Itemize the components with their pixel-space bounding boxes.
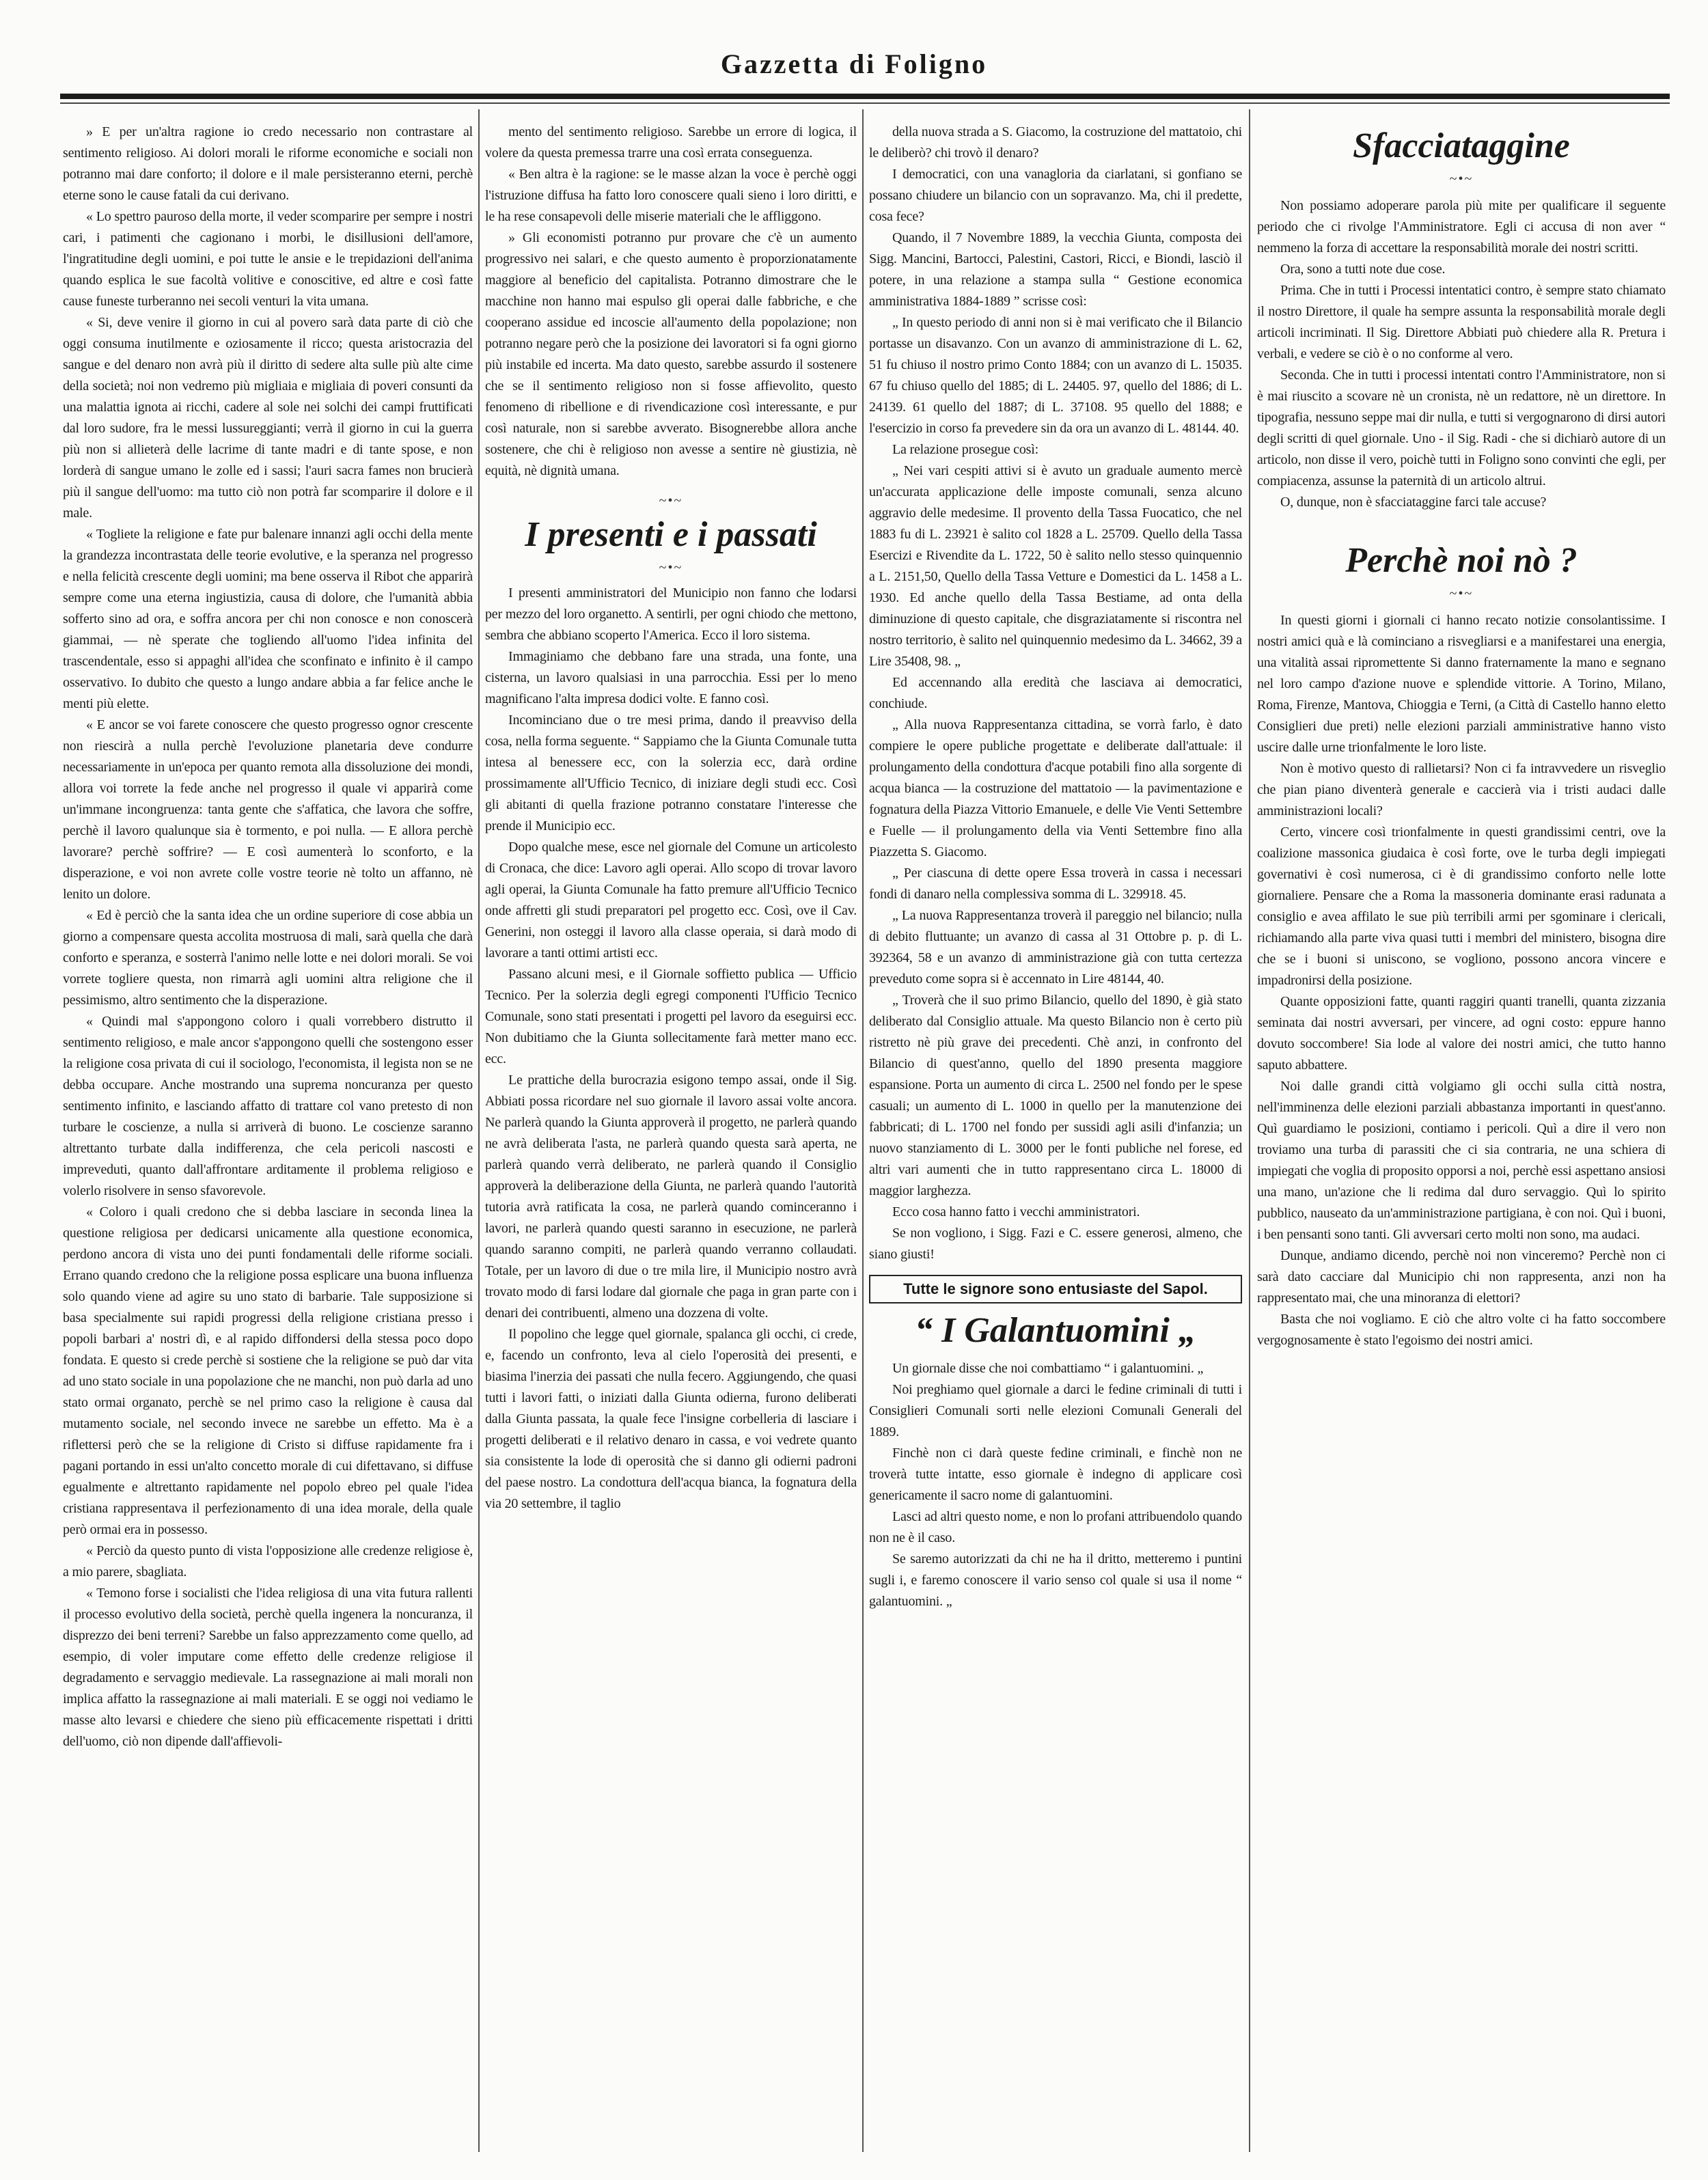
paragraph: Ed accennando alla eredità che lasciava ai democratici, conchiude. <box>869 675 1242 711</box>
paragraph: « Si, deve venire il giorno in cui al povero sarà data parte di ciò che oggi consuma inutilmente e oziosamente il ricco; questa aristocrazia del sangue e del denaro non avrà più il diritto di sedere alta sulle più alte cime della società; noi non vedremo più migliaia e migliaia di poveri consunti da una malattia ignota ai ricchi, cadere al sole nei solchi dei campi fruttificati dal loro sudore, fra le messi lussureggianti; verrà il giorno in cui la guerra più non si allieterà delle lacrime di tante madri e di tante spose, e non lorderà di sangue umano le zolle ed i sassi; l'auri sacra fames non brucierà più il sangue dell'uomo: ma tutto ciò non potrà far scomparire il dolore e il male. <box>63 315 473 521</box>
paragraph: Certo, vincere così trionfalmente in questi grandissimi centri, ove la coalizione massonica giudaica è così forte, ove le turba degli impiegati governativi è così numerosa, ci è di grandissimo conforto nelle lotte giornaliere. Pensare che a Roma la massoneria dominante erasi radunata a consiglio e avea affilato le sue più terribili armi per sgominare i clericali, richiamando alla parte viva quasi tutti i membri del ministero, bisogna dire che se i buoni si uniscono, se vogliono, possono ancora vincere e impadronirsi della posizione. <box>1257 825 1666 988</box>
paragraph: Un giornale disse che noi combattiamo “ i galantuomini. „ <box>892 1361 1204 1376</box>
paragraph: Il popolino che legge quel giornale, spalanca gli occhi, ci crede, e, facendo un confronto, leva al cielo l'operosità dei presenti, e biasima l'inerzia dei passati che nulla fecero. Aggiungendo, che quasi tutti i lavori fatti, o iniziati dalla Giunta odierna, furono deliberati dalla Giunta passata, la quale fece l'insigne corbelleria di lasciare i progetti deliberati e il relativo denaro in cassa, e voi vedrete quanto sia consistente la lode di operosità che si danno gli odierni padroni del paese nostro. La condottura dell'acqua bianca, la fognatura della via 20 settembre, il taglio <box>485 1327 857 1511</box>
paragraph: della nuova strada a S. Giacomo, la costruzione del mattatoio, chi le deliberò? chi trovò il denaro? <box>869 124 1242 161</box>
column-2 <box>485 122 857 1515</box>
advertisement: Tutte le signore sono entusiaste del Sapol. <box>869 1275 1242 1303</box>
masthead: Gazzetta di Foligno <box>720 49 988 79</box>
paragraph: „ Nei vari cespiti attivi si è avuto un graduale aumento mercè un'accurata applicazione delle imposte comunali, senza alcuno aggravio delle medesime. Il provento della Tassa Fuocatico, che nel 1883 fu di L. 23921 è salito col 1828 a L. 25709. Quello della Tassa Esercizi e Rivendite da L. 1722, 50 è salito nello stesso quinquennio a L. 2151,50, Quello della Tassa Vetture e Domestici da L. 1458 a L. 1930. Ed anche quello della Tassa Bestiame, ad onta della diminuzione di questo capitale, che disgraziatamente si riscontra nel nostro territorio, è salito nel quinquennio medesimo da L. 34662, 39 a Lire 35408, 98. „ <box>869 463 1242 669</box>
paragraph: Non possiamo adoperare parola più mite per qualificare il seguente periodo che ci rivolge l'Amministratore. Egli ci accusa di non aver “ nemmeno la forza di accettare la responsabilità morale dei nostri scritti. <box>1257 198 1666 256</box>
paragraph: « Coloro i quali credono che si debba lasciare in seconda linea la questione religiosa per dedicarsi unicamente alla questione economica, perdono ancora di vista uno dei punti fondamentali delle riforme sociali. Errano quando credono che la religione possa esplicare una buona influenza solo quando viene ad agire su uno stato di barbarie. Tale supposizione si basa specialmente sui rapidi progressi della religione cristiana presso i popoli barbari a' nostri dì, e al rapido diffondersi della stessa poco dopo fondata. E questo si crede perchè si sostiene che la religione se può dar vita ad uno stato sociale in una popolazione che ne manchi, non può darla ad uno stato ormai organato, perchè se nel primo caso la religione è causa dal mutamento sociale, nel secondo invece ne sarebbe un effetto. Ma è a riflettersi però che se la religione di Cristo si diffuse rapidamente fra i pagani portando in essi un'alto concetto morale di cui difettavano, si diffuse egualmente e altrettanto rapidamente nel popolo ebreo pel quale l'idea cristiana rappresentava il perfezionamento di una idea morale, della quale però ormai era in possesso. <box>63 1204 473 1537</box>
paragraph: Quando, il 7 Novembre 1889, la vecchia Giunta, composta dei Sigg. Mancini, Bartocci, Palestini, Castori, Ricci, e Biondi, lasciò il potere, in una relazione a stampa sulla “ Gestione economica amministrativa 1884-1889 ” scrisse così: <box>869 230 1242 309</box>
paragraph: In questi giorni i giornali ci hanno recato notizie consolantissime. I nostri amici quà e là cominciano a risvegliarsi e a manifestarei una energia, una vitalità assai ripromettente Si danno fraternamente la mano e segnano nel loro campo d'azione nuove e splendide vittorie. A Torino, Milano, Roma, Firenze, Mantova, Chioggia e Terni, (a Città di Castello hanno eletto Consiglieri due preti) nelle elezioni parziali amministrative hanno visto uscire dalle urne trionfalmente le loro liste. <box>1257 613 1666 755</box>
paragraph: « Temono forse i socialisti che l'idea religiosa di una vita futura rallenti il processo evolutivo della società, perchè quella ingenera la noncuranza, il disprezzo dei beni terreni? Sarebbe un falso apprezzamento come quello, ad esempio, di voler imputare come effetto delle credenze religiose il degradamento e servaggio medievale. La rassegnazione ai mali morali non implica affatto la rassegnazione ai mali materiali. E se oggi noi vediamo le masse alto levarsi e chiedere che sieno più efficacemente rispettati i dritti dell'uomo, ciò non dipende dall'affievoli- <box>63 1586 473 1749</box>
paragraph: Lasci ad altri questo nome, e non lo profani attribuendolo quando non ne è il caso. <box>869 1509 1242 1545</box>
article-body <box>1257 195 1666 513</box>
essay-end <box>485 122 857 482</box>
paragraph: Dopo qualche mese, esce nel giornale del Comune un articolesto di Cronaca, che dice: Lavoro agli operai. Allo scopo di trovar lavoro agli operai, la Giunta Comunale ha fatto premure all'Ufficio Tecnico onde affretti gli studi preparatori pel progetto ecc. Così, ove il Cav. Generini, non osteggi il lavoro alla classe operaia, si darà modo di lavorare a tanti ottimi artisti ecc. <box>485 840 857 961</box>
paragraph: Se non vogliono, i Sigg. Fazi e C. essere generosi, almeno, che siano giusti! <box>869 1226 1242 1262</box>
column-1 <box>63 122 473 1752</box>
paragraph: « Lo spettro pauroso della morte, il veder scomparire per sempre i nostri cari, i patimenti che cagionano i morbi, le disillusioni dell'amore, l'ingratitudine degli uomini, e poi tutte le ansie e le trepidazioni dell'anima quando esplica le sue facoltà volitive e conoscitive, ed altre e così fatte cause funeste turberanno nei secoli venturi la vita umana. <box>63 209 473 309</box>
column-divider <box>1249 109 1250 2152</box>
paragraph: „ La nuova Rappresentanza troverà il pareggio nel bilancio; nulla di debito fluttuante; un avanzo di cassa al 31 Ottobre p. p. di L. 392364, 58 e un avanzo di amministrazione già con tutta certezza preveduto come sopra si è accennato in Lire 48144, 40. <box>869 908 1242 986</box>
paragraph: La relazione prosegue così: <box>892 442 1038 457</box>
paragraph: « Quindi mal s'appongono coloro i quali vorrebbero distrutto il sentimento religioso, e male ancor s'appongono quelli che sostengono esser la religione cosa privata di cui il sociologo, l'economista, il legista non se ne debba occupare. Anche mostrando una suprema noncuranza per questo sentimento infinito, e lasciando affatto di trattare col vano pretesto di non turbare le coscienze, a nulla si arriverà di buono. Le coscienze saranno altrettanto turbate dalla indifferenza, che cela pericoli nascosti e impreveduti, quanto dall'affrontare arditamente il problema religioso e volerlo risolvere in senso sfavorevole. <box>63 1014 473 1198</box>
paragraph: « Perciò da questo punto di vista l'opposizione alle credenze religiose è, a mio parere, sbagliata. <box>63 1543 473 1579</box>
paragraph: Noi preghiamo quel giornale a darci le fedine criminali di tutti i Consiglieri Comunali sorti nelle elezioni Comunali Generali del 1889. <box>869 1382 1242 1439</box>
paragraph: Non è motivo questo di rallietarsi? Non ci fa intravvedere un risveglio che pian piano diventerà generale e caccierà via i tristi audaci dalle amministrazioni locali? <box>1257 761 1666 818</box>
article-body <box>1257 610 1666 1351</box>
column-3 <box>869 122 1242 1612</box>
divider-ornament: ~•~ <box>1449 586 1474 601</box>
paragraph: » E per un'altra ragione io credo necessario non contrastare al sentimento religioso. Ai dolori morali le riforme economiche e sociali non potranno mai dare conforto; il dolore e il male persisteranno eterni, perchè eterne sono le cause fatali da cui derivano. <box>63 124 473 203</box>
article-continuation <box>869 122 1242 1265</box>
article-title: I presenti e i passati <box>525 515 817 554</box>
divider-ornament: ~•~ <box>659 560 683 575</box>
paragraph: « Ben altra è la ragione: se le masse alzan la voce è perchè oggi l'istruzione diffusa ha fatto loro conoscere quali sieno i loro diritti, e le ha rese consapevoli delle miserie materiali che le affliggono. <box>485 167 857 224</box>
paragraph: Basta che noi vogliamo. E ciò che altro volte ci ha fatto soccombere vergognosamente è stato l'egoismo dei nostri amici. <box>1257 1312 1666 1348</box>
article-title: “ I Galantuomini „ <box>915 1311 1196 1350</box>
paragraph: Noi dalle grandi città volgiamo gli occhi sulla città nostra, nell'imminenza delle elezioni parziali abbastanza importanti in quest'anno. Quì guardiamo le posizioni, contiamo i pericoli. Quì a dire il vero non troviamo una turba di parassiti che ci sia contraria, ne una schiera di impiegati che voglia di proposito opporsi a noi, perchè essi aspettano ansiosi una mano, un'azione che li redima dal duro servaggio. Quì lo spirito pubblico, nauseato da un'amministrazione partigiana, è con noi. Quì i buoni, i ben pensanti sono tanti. Gli avversari certo molti non sono, ma audaci. <box>1257 1079 1666 1242</box>
paragraph: I presenti amministratori del Municipio non fanno che lodarsi per mezzo del loro organetto. A sentirli, per ogni chiodo che mettono, sembra che abbiano scoperto l'America. Ecco il loro sistema. <box>485 585 857 643</box>
divider-ornament: ~•~ <box>659 493 683 508</box>
paragraph: O, dunque, non è sfacciataggine farci tale accuse? <box>1280 495 1547 510</box>
article-title: Sfacciataggine <box>1353 126 1570 165</box>
paragraph: Immaginiamo che debbano fare una strada, una fonte, una cisterna, un lavoro qualsiasi in una parrocchia. Essi per lo meno magnificano l'alta impresa dodici volte. E fanno così. <box>485 649 857 706</box>
header-rule <box>60 94 1670 99</box>
column-4 <box>1257 122 1666 1351</box>
article-title: Perchè noi nò ? <box>1345 541 1578 580</box>
article-body <box>485 583 857 1515</box>
article-body <box>869 1358 1242 1612</box>
paragraph: » Gli economisti potranno pur provare che c'è un aumento progressivo nei salari, e che questo aumento è proporzionatamente maggiore al beneficio del capitalista. Potranno dimostrare che le macchine non hanno mai espulso gli operai dalle fabbriche, e che cooperano assidue ed incoscie all'aumento della popolazione; non potranno negare però che la posizione dei lavoratori si fa ogni giorno più instabile ed incerta. Ma dato questo, sarebbe assurdo il sostenere che se il sentimento religioso non si fosse affievolito, questo fenomeno di ribellione e di rivendicazione così interessante, e pur così naturale, non si sarebbe avverato. Bisognerebbe allora anche sostenere, che chi è religioso non avesse a sentire nè giustizia, nè equità, nè dignità umana. <box>485 230 857 478</box>
paragraph: „ In questo periodo di anni non si è mai verificato che il Bilancio portasse un disavanzo. Con un avanzo di amministrazione di L. 62, 51 fu chiuso il nostro primo Conto 1884; con un avanzo di L. 15035. 67 fu chiuso quello del 1885; di L. 24405. 97, quello del 1886; di L. 24139. 61 quello del 1887; di L. 37108. 95 quello del 1888; e l'esercizio in corso fa prevedere sin da ora un avanzo di L. 48144. 40. <box>869 315 1242 436</box>
paragraph: « Togliete la religione e fate pur balenare innanzi agli occhi della mente la grandezza incontrastata delle teorie evolutive, e la speranza nel progresso e nella felicità crescente degli uomini; ma bene osserva il Ribot che apparirà sempre come una eterna ingiustizia, causa di dolore, che l'umanità abbia sofferto sino ad ora, e soffra ancora per chi non conosce e non conoscerà giammai, — nè sperate che togliendo all'uomo l'idea infinita del trascendentale, esso si appaghi all'idea che sconfinato e infinito è il campo osservativo. Io dubito che questo a lungo andare abbia a far felice anche le menti più elette. <box>63 527 473 711</box>
paragraph: « Ed è perciò che la santa idea che un ordine superiore di cose abbia un giorno a compensare questa accolita mostruosa di mali, sarà quella che darà conforto e speranza, e sosterrà l'animo nelle lotte e nei dolori morali. Se voi vorrete togliere questa, non rimarrà agli uomini altra religione che il pessimismo, altro sentimento che la disperazione. <box>63 908 473 1008</box>
paragraph: Seconda. Che in tutti i processi intentati contro l'Amministratore, non si è mai riuscito a scovare nè un cronista, nè un redattore, nè un direttore. In tipografia, nessuno seppe mai dir nulla, e tutti si vergognarono di dirsi autori degli scritti di quel giornale. Uno - il Sig. Radi - che si dichiarò autore di un articolo, non disse il vero, poichè tutti in Foligno sono convinti che egli, per compiacenza, assunse la paternità di un articolo altrui. <box>1257 368 1666 488</box>
column-divider <box>862 109 864 2152</box>
divider-ornament: ~•~ <box>1449 171 1474 187</box>
paragraph: Ecco cosa hanno fatto i vecchi amministratori. <box>892 1204 1140 1219</box>
paragraph: Ora, sono a tutti note due cose. <box>1280 262 1446 277</box>
paragraph: I democratici, con una vanagloria da ciarlatani, si gonfiano se possano chiudere un bilancio con un sopravanzo. Ma, chi il predette, cosa fece? <box>869 167 1242 224</box>
paragraph: Se saremo autorizzati da chi ne ha il dritto, metteremo i puntini sugli i, e faremo conoscere il vario senso col quale si usa il nome “ galantuomini. „ <box>869 1551 1242 1609</box>
paragraph: Quante opposizioni fatte, quanti raggiri quanti tranelli, quanta zizzania seminata dai nostri avversari, per vincere, ad ogni costo: eppure hanno dovuto soccombere! Sia lode al valore dei nostri amici, che tutto hanno saputo abbattere. <box>1257 994 1666 1073</box>
essay-continuation <box>63 122 473 1752</box>
paragraph: « E ancor se voi farete conoscere che questo progresso ognor crescente non riescirà a nulla perchè l'evoluzione planetaria deve condurre necessariamente in un'epoca per quanto remota alla dissoluzione dei mondi, allora voi torrete la fede anche nel progresso il quale vi apparirà come un'immane incongruenza: tanta gente che s'affatica, che lavora che soffre, perchè il lavoro qualunque sia è tormento, e poi nulla. — E allora perchè lavorare? perchè soffrire? — E così aumenterà lo sconforto, e la disperazione, e voi non avrete colle vostre teorie nè tolto un affanno, nè lenito un dolore. <box>63 717 473 902</box>
paragraph: Le prattiche della burocrazia esigono tempo assai, onde il Sig. Abbiati possa ricordare nel suo giornale il lavoro assai volte ancora. Ne parlerà quando la Giunta approverà il progetto, ne parlerà quando ne avrà deliberata l'asta, ne parlerà quando questa sarà aperta, ne parlerà quando verrà deliberato, ne parlerà quando il Consiglio approverà la deliberazione della Giunta, ne parlerà quando l'autorità tutoria avrà ratificata la cosa, ne parlerà quando cominceranno i lavori, ne parlerà quando questi saranno in esecuzione, ne parlerà quando saranno compiti, ne parlerà quando verranno collaudati. Totale, per un lavoro di due o tre mila lire, il Municipio nostro avrà trovato modo di farsi lodare dal giornale che paga in gran parte con i denari dei contribuenti, almeno una dozzena di volte. <box>485 1073 857 1321</box>
column-divider <box>478 109 480 2152</box>
paragraph: Dunque, andiamo dicendo, perchè noi non vinceremo? Perchè non ci sarà dato cacciare dal Municipio chi non rappresenta, anzi non ha rappresentato mai, che una minoranza di elettori? <box>1257 1248 1666 1306</box>
paragraph: Incominciano due o tre mesi prima, dando il preavviso della cosa, nella forma seguente. “ Sappiamo che la Giunta Comunale tutta intesa al benessere ecc, con la solerzia ecc, darà ordine prossimamente all'Ufficio Tecnico, di iniziare degli studi ecc. Così gli abitanti di quella frazione potranno constatare l'interesse che prende il Municipio ecc. <box>485 713 857 833</box>
paragraph: Finchè non ci darà queste fedine criminali, e finchè non ne troverà tutte intatte, esso giornale è indegno di applicare così genericamente il sacro nome di galantuomini. <box>869 1446 1242 1503</box>
header-rule-thin <box>60 102 1670 104</box>
paragraph: „ Alla nuova Rappresentanza cittadina, se vorrà farlo, è dato compiere le opere publiche progettate e deliberate dall'attuale: il prolungamento della condottura d'acque potabili fino alla sorgente di acqua bianca — la costruzione del mattatoio — la pavimentazione e fognatura della Piazza Vittorio Emanuele, e delle Vie Venti Settembre e Fuelle — il prolungamento della via Venti Settembre fino alla Piazzetta S. Giacomo. <box>869 717 1242 859</box>
paragraph: Passano alcuni mesi, e il Giornale soffietto publica — Ufficio Tecnico. Per la solerzia degli egregi componenti l'Ufficio Tecnico Comunale, sono stati presentati i progetti pel lavoro da eseguirsi ecc. Non dubitiamo che la Giunta sollecitamente farà metter mano ecc. ecc. <box>485 967 857 1066</box>
paragraph: mento del sentimento religioso. Sarebbe un errore di logica, il volere da questa premessa trarre una così errata conseguenza. <box>485 124 857 161</box>
paragraph: Prima. Che in tutti i Processi intentatici contro, è sempre stato chiamato il nostro Direttore, il quale ha sempre assunta la responsabilità morale degli articoli incriminati. Il Sig. Direttore Abbiati può chiedere alla R. Pretura i verbali, e vedere se ciò è o no conforme al vero. <box>1257 283 1666 361</box>
paragraph: „ Per ciascuna di dette opere Essa troverà in cassa i necessari fondi di danaro nella complessiva somma di L. 329918. 45. <box>869 866 1242 902</box>
paragraph: „ Troverà che il suo primo Bilancio, quello del 1890, è già stato deliberato dal Consiglio attuale. Ma questo Bilancio non è certo più ristretto nè più grave dei precedenti. Chè anzi, in confronto del Bilancio di quest'anno, quello del 1890 presenta maggiore espansione. Porta un aumento di circa L. 2500 nel fondo per le spese casuali; un aumento di L. 1000 in quello per la manutenzione dei fabbricati; di L. 1700 nel fondo per sussidi agli asili d'infanzia; un nuovo stanziamento di L. 3000 per le fonti publiche nel forese, ed altri vari aumenti che in tutto rappresentano circa L. 18000 di maggior larghezza. <box>869 993 1242 1198</box>
